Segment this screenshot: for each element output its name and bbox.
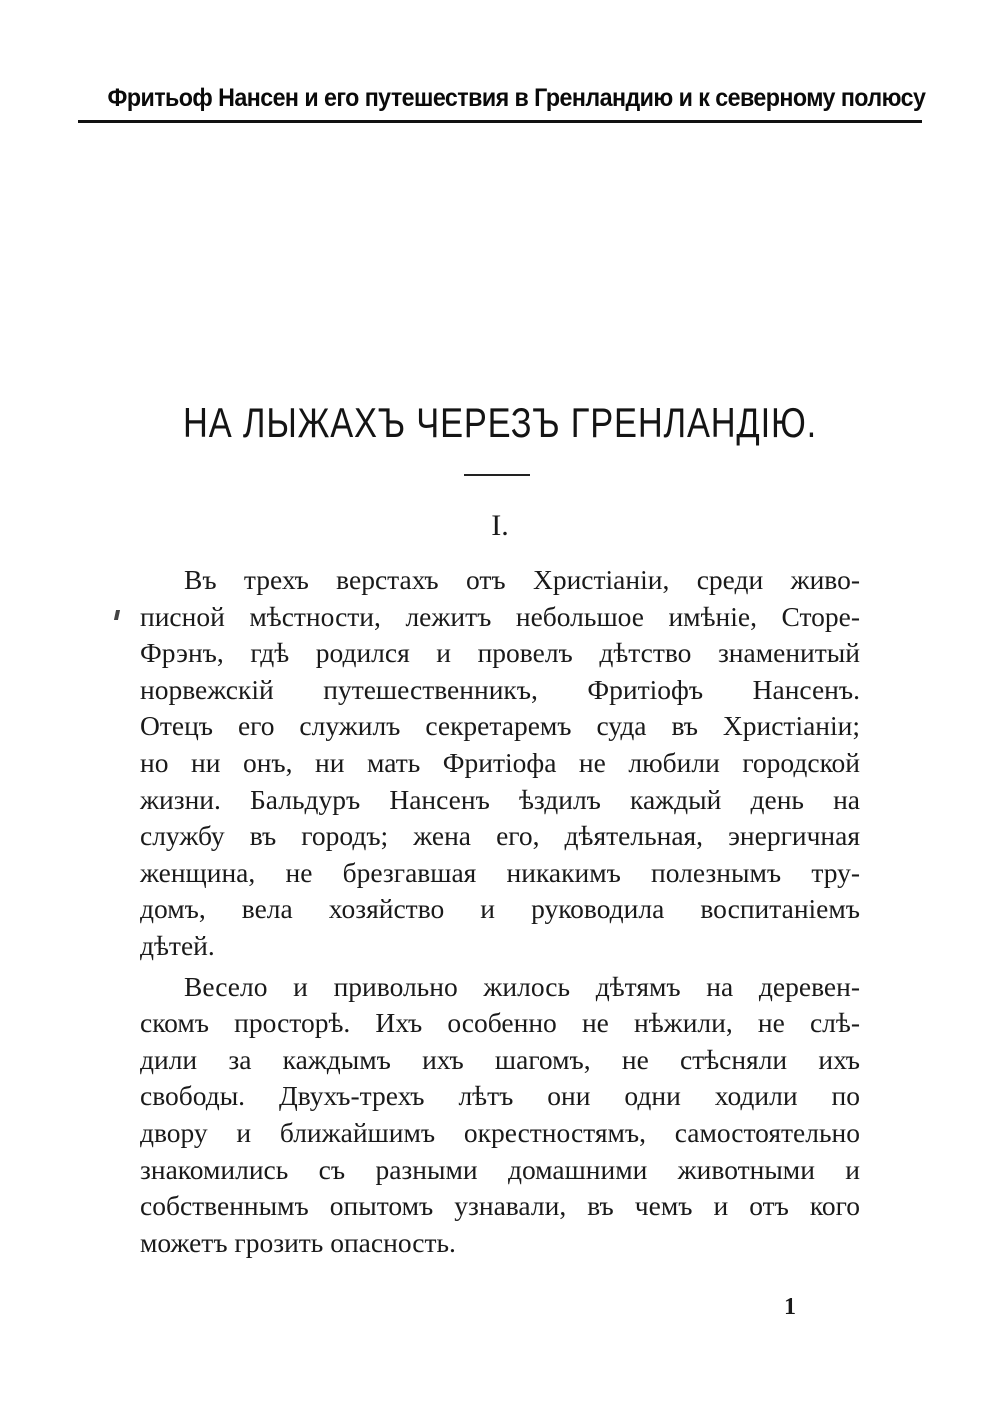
paragraph-line: домъ, вела хозяйство и руководила воспитаніемъ: [140, 893, 860, 925]
paragraph-line: службу въ городъ; жена его, дѣятельная, энергичная: [140, 820, 860, 852]
running-header-title: Фритьоф Нансен и его путешествия в Гренландию и к северному полюсу: [107, 84, 926, 112]
paragraph-line: Весело и привольно жилось дѣтямъ на деревен-: [184, 970, 860, 1002]
paragraph-line: Въ трехъ верстахъ отъ Христіаніи, среди живо-: [184, 564, 860, 595]
paragraph-line: но ни онъ, ни мать Фритіофа не любили городской: [140, 746, 860, 778]
paragraph-line: норвежскій путешественникъ, Фритіофъ Нансенъ.: [140, 673, 860, 705]
body-text: [140, 562, 860, 1261]
paragraph-line: Фрэнъ, гдѣ родился и провелъ дѣтство знаменитый: [140, 637, 860, 669]
margin-mark: [114, 610, 120, 620]
paragraph-line: скомъ просторѣ. Ихъ особенно не нѣжили, не слѣ-: [140, 1007, 860, 1039]
paragraph-line: жизни. Бальдуръ Нансенъ ѣздилъ каждый день на: [140, 783, 860, 815]
paragraph-line: можетъ грозить опасность.: [140, 1226, 456, 1258]
paragraph-line: женщина, не брезгавшая никакимъ полезнымъ тру-: [140, 856, 860, 888]
header-rule: [78, 120, 922, 123]
title-divider: [464, 474, 530, 476]
paragraph-line: знакомились съ разными домашними животными и: [140, 1153, 860, 1185]
paragraph-line: собственнымъ опытомъ узнавали, въ чемъ и отъ кого: [140, 1190, 860, 1222]
paragraph-line: писной мѣстности, лежитъ небольшое имѣніе, Сторе-: [140, 600, 860, 632]
section-number: I.: [491, 509, 509, 542]
paragraph-line: Отецъ его служилъ секретаремъ суда въ Христіаніи;: [140, 710, 860, 742]
paragraph-line: дили за каждымъ ихъ шагомъ, не стѣсняли ихъ: [140, 1043, 860, 1075]
paragraph-line: дѣтей.: [140, 929, 215, 961]
page-number: 1: [784, 1294, 796, 1320]
paragraph-line: свободы. Двухъ-трехъ лѣтъ они одни ходили по: [140, 1080, 860, 1112]
chapter-title: НА ЛЫЖАХЪ ЧЕРЕЗЪ ГРЕНЛАНДІЮ.: [183, 399, 817, 446]
paragraph-line: двору и ближайшимъ окрестностямъ, самостоятельно: [140, 1116, 860, 1148]
